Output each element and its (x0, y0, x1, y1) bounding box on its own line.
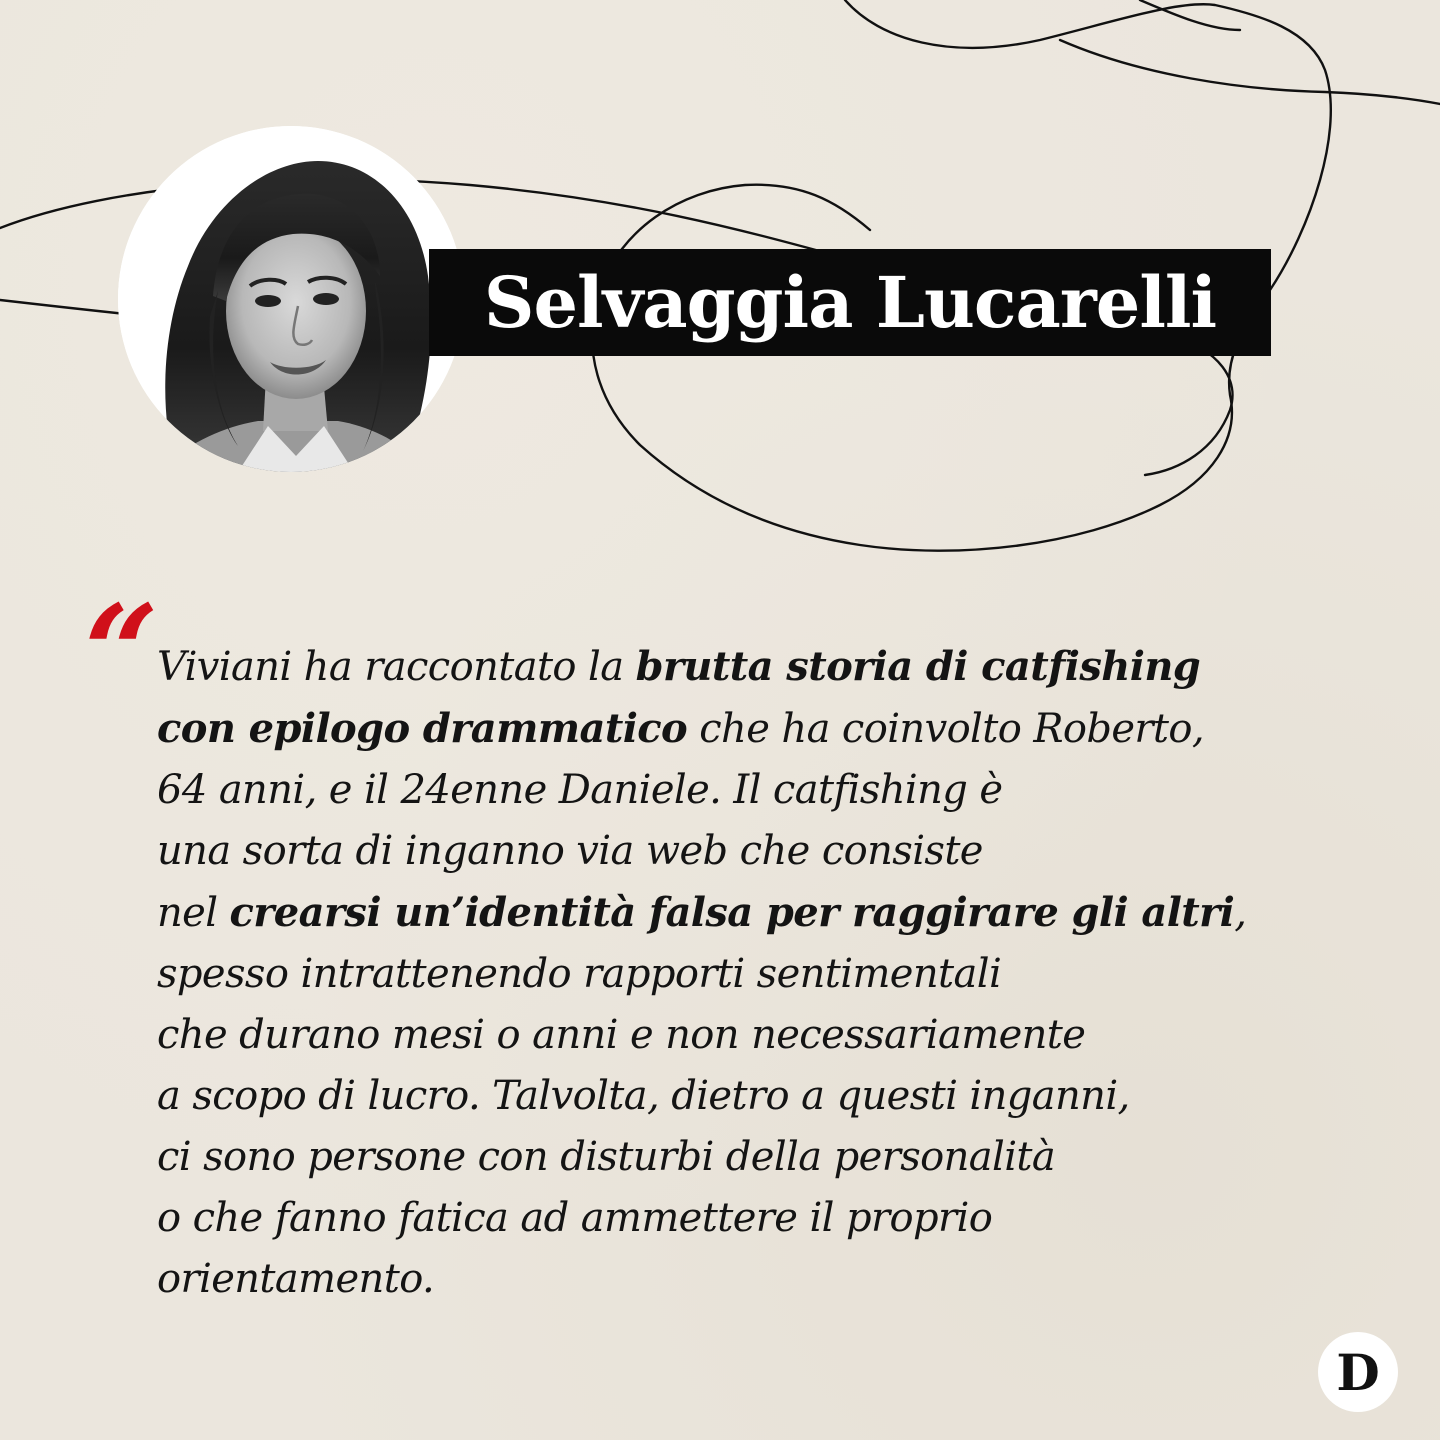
quote-line (157, 698, 1387, 760)
domani-logo-icon (1318, 1332, 1398, 1412)
quote-line (157, 944, 1387, 1005)
quote-segment: , (1234, 890, 1247, 936)
quote-line (157, 1127, 1387, 1188)
quote-bold-segment: crearsi un’identità falsa per raggirare gli altri (229, 889, 1235, 936)
quote-segment: che durano mesi o anni e non necessariamente (157, 1012, 1086, 1058)
quote-segment: o che fanno fatica ad ammettere il proprio (157, 1195, 993, 1241)
quote-bold-segment: brutta storia di catfishing (635, 643, 1201, 690)
quote-segment: 64 anni, e il 24enne Daniele. Il catfishing è (157, 767, 1003, 813)
author-avatar (118, 126, 464, 472)
quote-segment: Viviani ha raccontato la (157, 644, 636, 690)
quote-segment: spesso intrattenendo rapporti sentimentali (157, 951, 1002, 997)
quote-segment: che ha coinvolto Roberto, (687, 706, 1204, 752)
logo-letter: D (1336, 1343, 1380, 1402)
author-name-banner (429, 249, 1271, 356)
quote-line (157, 1249, 1387, 1310)
quote-segment: a scopo di lucro. Talvolta, dietro a questi inganni, (157, 1073, 1130, 1119)
quote-line (157, 1188, 1387, 1249)
quote-segment: nel (157, 890, 230, 936)
author-name: Selvaggia Lucarelli (483, 260, 1217, 344)
quote-bold-segment: con epilogo drammatico (157, 705, 688, 752)
quote-line (157, 760, 1387, 821)
quote-mark-icon: “ (84, 576, 159, 729)
quote-segment: ci sono persone con disturbi della personalità (157, 1134, 1056, 1180)
quote-line (157, 821, 1387, 882)
quote-text (157, 636, 1387, 1310)
quote-line (157, 636, 1387, 698)
quote-line (157, 882, 1387, 944)
quote-segment: orientamento. (157, 1256, 435, 1302)
quote-line (157, 1066, 1387, 1127)
quote-segment: una sorta di inganno via web che consiste (157, 828, 983, 874)
quote-line (157, 1005, 1387, 1066)
portrait-photo-icon (118, 126, 464, 472)
